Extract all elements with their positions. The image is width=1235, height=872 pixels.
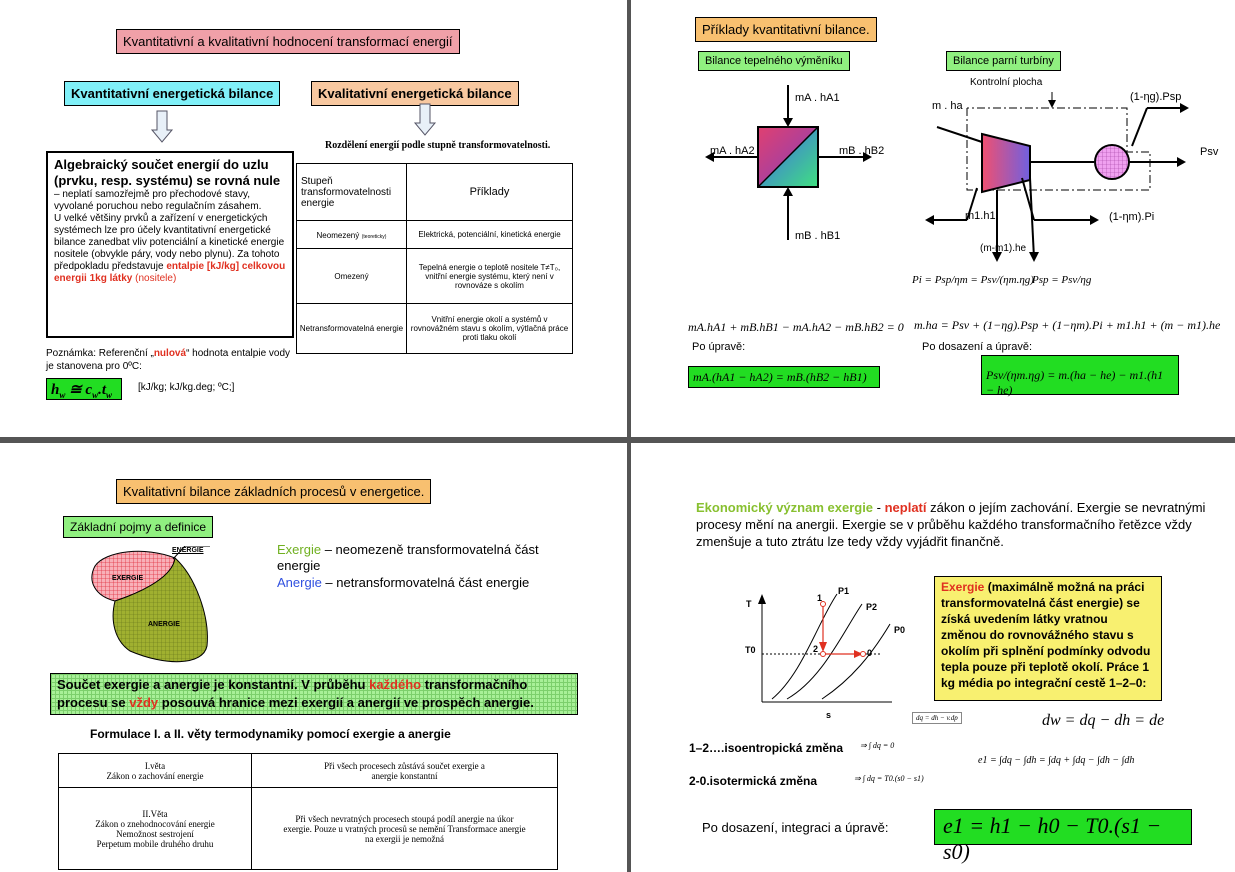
slide-energy-balance [0, 0, 626, 436]
slide-quantitative-examples [632, 0, 1235, 436]
point-0-label: 0 [867, 648, 873, 658]
formulation-heading: Formulace I. a II. věty termodynamiky pomocí exergie a anergie [90, 727, 451, 741]
exergy-anergy-diagram [85, 546, 225, 671]
exergy-definition: Exergie – neomezeně transformovatelná část energie [277, 542, 539, 573]
down-arrow-icon [150, 110, 174, 144]
table-row: Netransformovatelná energie Vnitřní energie okolí a systémů v rovnovážném stavu s okolím, výtlačná práce proti tlaku okolí [297, 304, 573, 354]
after-label-left: Po úpravě: [692, 341, 746, 353]
table-row: Neomezený (teoreticky) Elektrická, potenciální, kinetická energie [297, 221, 573, 249]
table-row: II.Věta Zákon o znehodnocování energie Nemožnost sestrojení Perpetum mobile druhého druhu Při všech nevratných procesech stoupá podíl anergie na úkor exergie. Pouze u vratných procesů se nemění Transformace anergie na exergii je nemožná [59, 788, 558, 870]
tb-mech-loss-label: (1-ηm).Pi [1109, 211, 1155, 223]
exergy-integral: e1 = ∫dq − ∫dh = ∫dq + ∫dq − ∫dh − ∫dh [978, 755, 1135, 766]
tb-generator-loss-label: (1-ηg).Psp [1130, 91, 1182, 103]
work-equation: dw = dq − dh = de [1042, 712, 1165, 729]
control-surface-label: Kontrolní plocha [970, 77, 1043, 88]
axis-t-label: T [746, 599, 752, 609]
axis-t0-label: T0 [745, 645, 756, 655]
table-header-level: Stupeň transformovatelnosti energie [297, 164, 407, 221]
eq-terminal-power: Psp = Psv/ηg [1032, 274, 1092, 286]
transformability-table [296, 163, 573, 354]
table-header-examples: Příklady [407, 164, 573, 221]
basic-terms-title: Základní pojmy a definice [63, 516, 213, 538]
anergy-label: ANERGIE [148, 621, 180, 628]
qualitative-heading: Kvalitativní energetická bilance [311, 81, 519, 106]
exergy-label: EXERGIE [112, 575, 144, 582]
dq-note: dq = dh − v.dp [912, 712, 962, 724]
steam-turbine-diagram [922, 80, 1235, 270]
slide2-title: Příklady kvantitativní bilance. [695, 17, 877, 42]
tb-psv-label: Psv [1200, 146, 1219, 158]
slide-divider-vertical [627, 0, 631, 872]
heat-exchanger-title: Bilance tepelného výměníku [698, 51, 850, 71]
quantitative-heading: Kvantitativní energetická bilance [64, 81, 280, 106]
tb-extraction-label: m1.h1 [965, 210, 996, 222]
slide-divider-horizontal [0, 437, 1235, 443]
table-caption: Rozdělení energií podle stupně transformovatelnosti. [325, 140, 551, 151]
eq-turbine: m.ha = Psv + (1−ηg).Psp + (1−ηm).Pi + m1.h1 + (m − m1).he [914, 318, 1221, 332]
result-heat-exchanger: mA.(hA1 − hA2) = mB.(hB2 − hB1) [688, 366, 880, 388]
exergy-economic-intro: Ekonomický význam exergie - neplatí zákon o jejím zachování. Exergie se nevratnými procesy mění na anergii. Exergie se v průběhu každého transformačního řetězce vždy zmenšuje a tuto ztrátu lze tedy vždy vyjádřit finančně. [696, 500, 1206, 549]
slide1-title: Kvantitativní a kvalitativní hodnocení transformací energií [116, 29, 460, 54]
after-integration-label: Po dosazení, integraci a úpravě: [702, 820, 889, 835]
isobar-p2-label: P2 [866, 602, 878, 612]
point-2-label: 2 [813, 644, 819, 654]
balance-note: – neplatí samozřejmě pro přechodové stavy, vyvolané poruchou nebo regulačním zásahem. [54, 189, 262, 212]
tb-exhaust-label: (m-m1).he [980, 243, 1027, 254]
slide-qualitative-balance [0, 444, 626, 872]
water-enthalpy-formula: $h_w$ ≅ $c_w.t_w$ [46, 378, 122, 400]
hx-label-bottom: mB . hB1 [795, 230, 841, 242]
anergy-definition: Anergie – netransformovatelná část energie [277, 575, 530, 590]
table-row: I.věta Zákon o zachování energie Při všech procesech zůstává součet exergie a anergie konstantní [59, 754, 558, 788]
final-exergy-formula: e1 = h1 − h0 − T0.(s1 − s0) [934, 809, 1192, 845]
table-row: Omezený Tepelná energie o teplotě nositele T≠T₀, vnitřní energie systému, který není v rovnováze s okolím [297, 249, 573, 304]
eq-internal-power: Pi = Psp/ηm = Psv/(ηm.ηg) [912, 274, 1034, 286]
point-1-label: 1 [817, 593, 823, 603]
energy-balance-box [46, 151, 294, 338]
slide3-title: Kvalitativní bilance základních procesů v energetice. [116, 479, 431, 504]
axis-s-label: s [826, 710, 832, 720]
units-label: [kJ/kg; kJ/kg.deg; ºC;] [138, 382, 235, 393]
eq-heat-exchanger: mA.hA1 + mB.hB1 − mA.hA2 − mB.hB2 = 0 [688, 320, 904, 334]
exergy-definition-box: Exergie (maximálně možná na práci transformovatelná část energie) se získá uvedením látky vratnou změnou do rovnovážného stavu s okolím při splnění podmínky odvodu tepla pouze při teplotě okolí. Práce 1 kg média po integrační cestě 1–2–0: [934, 576, 1162, 701]
enthalpy-carrier: (nositele) [132, 273, 177, 284]
thermodynamics-laws-table [58, 753, 558, 870]
integral-isothermal: ⇒ ∫ dq = T0.(s0 − s1) [854, 774, 924, 783]
reference-note: Poznámka: Referenční „nulová“ hodnota entalpie vody je stanovena pro 0ºC: [46, 348, 291, 372]
constant-sum-statement: Součet exergie a anergie je konstantní. V průběhu každého transformačního procesu se vždy posouvá hranice mezi exergií a anergií ve prospěch anergie. [50, 673, 578, 715]
isobar-p0-label: P0 [894, 625, 906, 635]
tb-inlet-label: m . ha [932, 100, 963, 112]
energy-label: ENERGIE [172, 547, 204, 554]
slide-exergy-economics [632, 444, 1235, 872]
down-arrow-icon [413, 103, 437, 137]
hx-label-left: mA . hA2 [710, 145, 755, 157]
isobar-p1-label: P1 [838, 586, 850, 596]
hx-label-top: mA . hA1 [795, 92, 840, 104]
balance-explanation: U velké většiny prvků a zařízení v energetických systémech lze pro účely kvantitativní energetické bilance zanedbat vliv potenciální a kinetické energie nositele (obvykle páry, vody nebo plynu). Za tohoto předpokladu představuje [54, 213, 285, 272]
result-turbine: Psv/(ηm.ηg) = m.(ha − he) − m1.(h1 − he) [981, 355, 1179, 395]
steam-turbine-title: Bilance parní turbíny [946, 51, 1061, 71]
process-isothermal: 2-0.isotermická změna [689, 774, 818, 788]
heat-exchanger-diagram [702, 80, 922, 250]
process-isentropic: 1–2….isoentropická změna [689, 741, 844, 755]
after-label-right: Po dosazení a úpravě: [922, 341, 1033, 353]
enthalpy-statement: entalpie [kJ/kg] celkovou energii 1kg látky [54, 261, 286, 284]
integral-isentropic: ⇒ ∫ dq = 0 [860, 741, 895, 750]
balance-statement: Algebraický součet energií do uzlu (prvku, resp. systému) se rovná nule [54, 157, 281, 188]
hx-label-right: mB . hB2 [839, 145, 885, 157]
